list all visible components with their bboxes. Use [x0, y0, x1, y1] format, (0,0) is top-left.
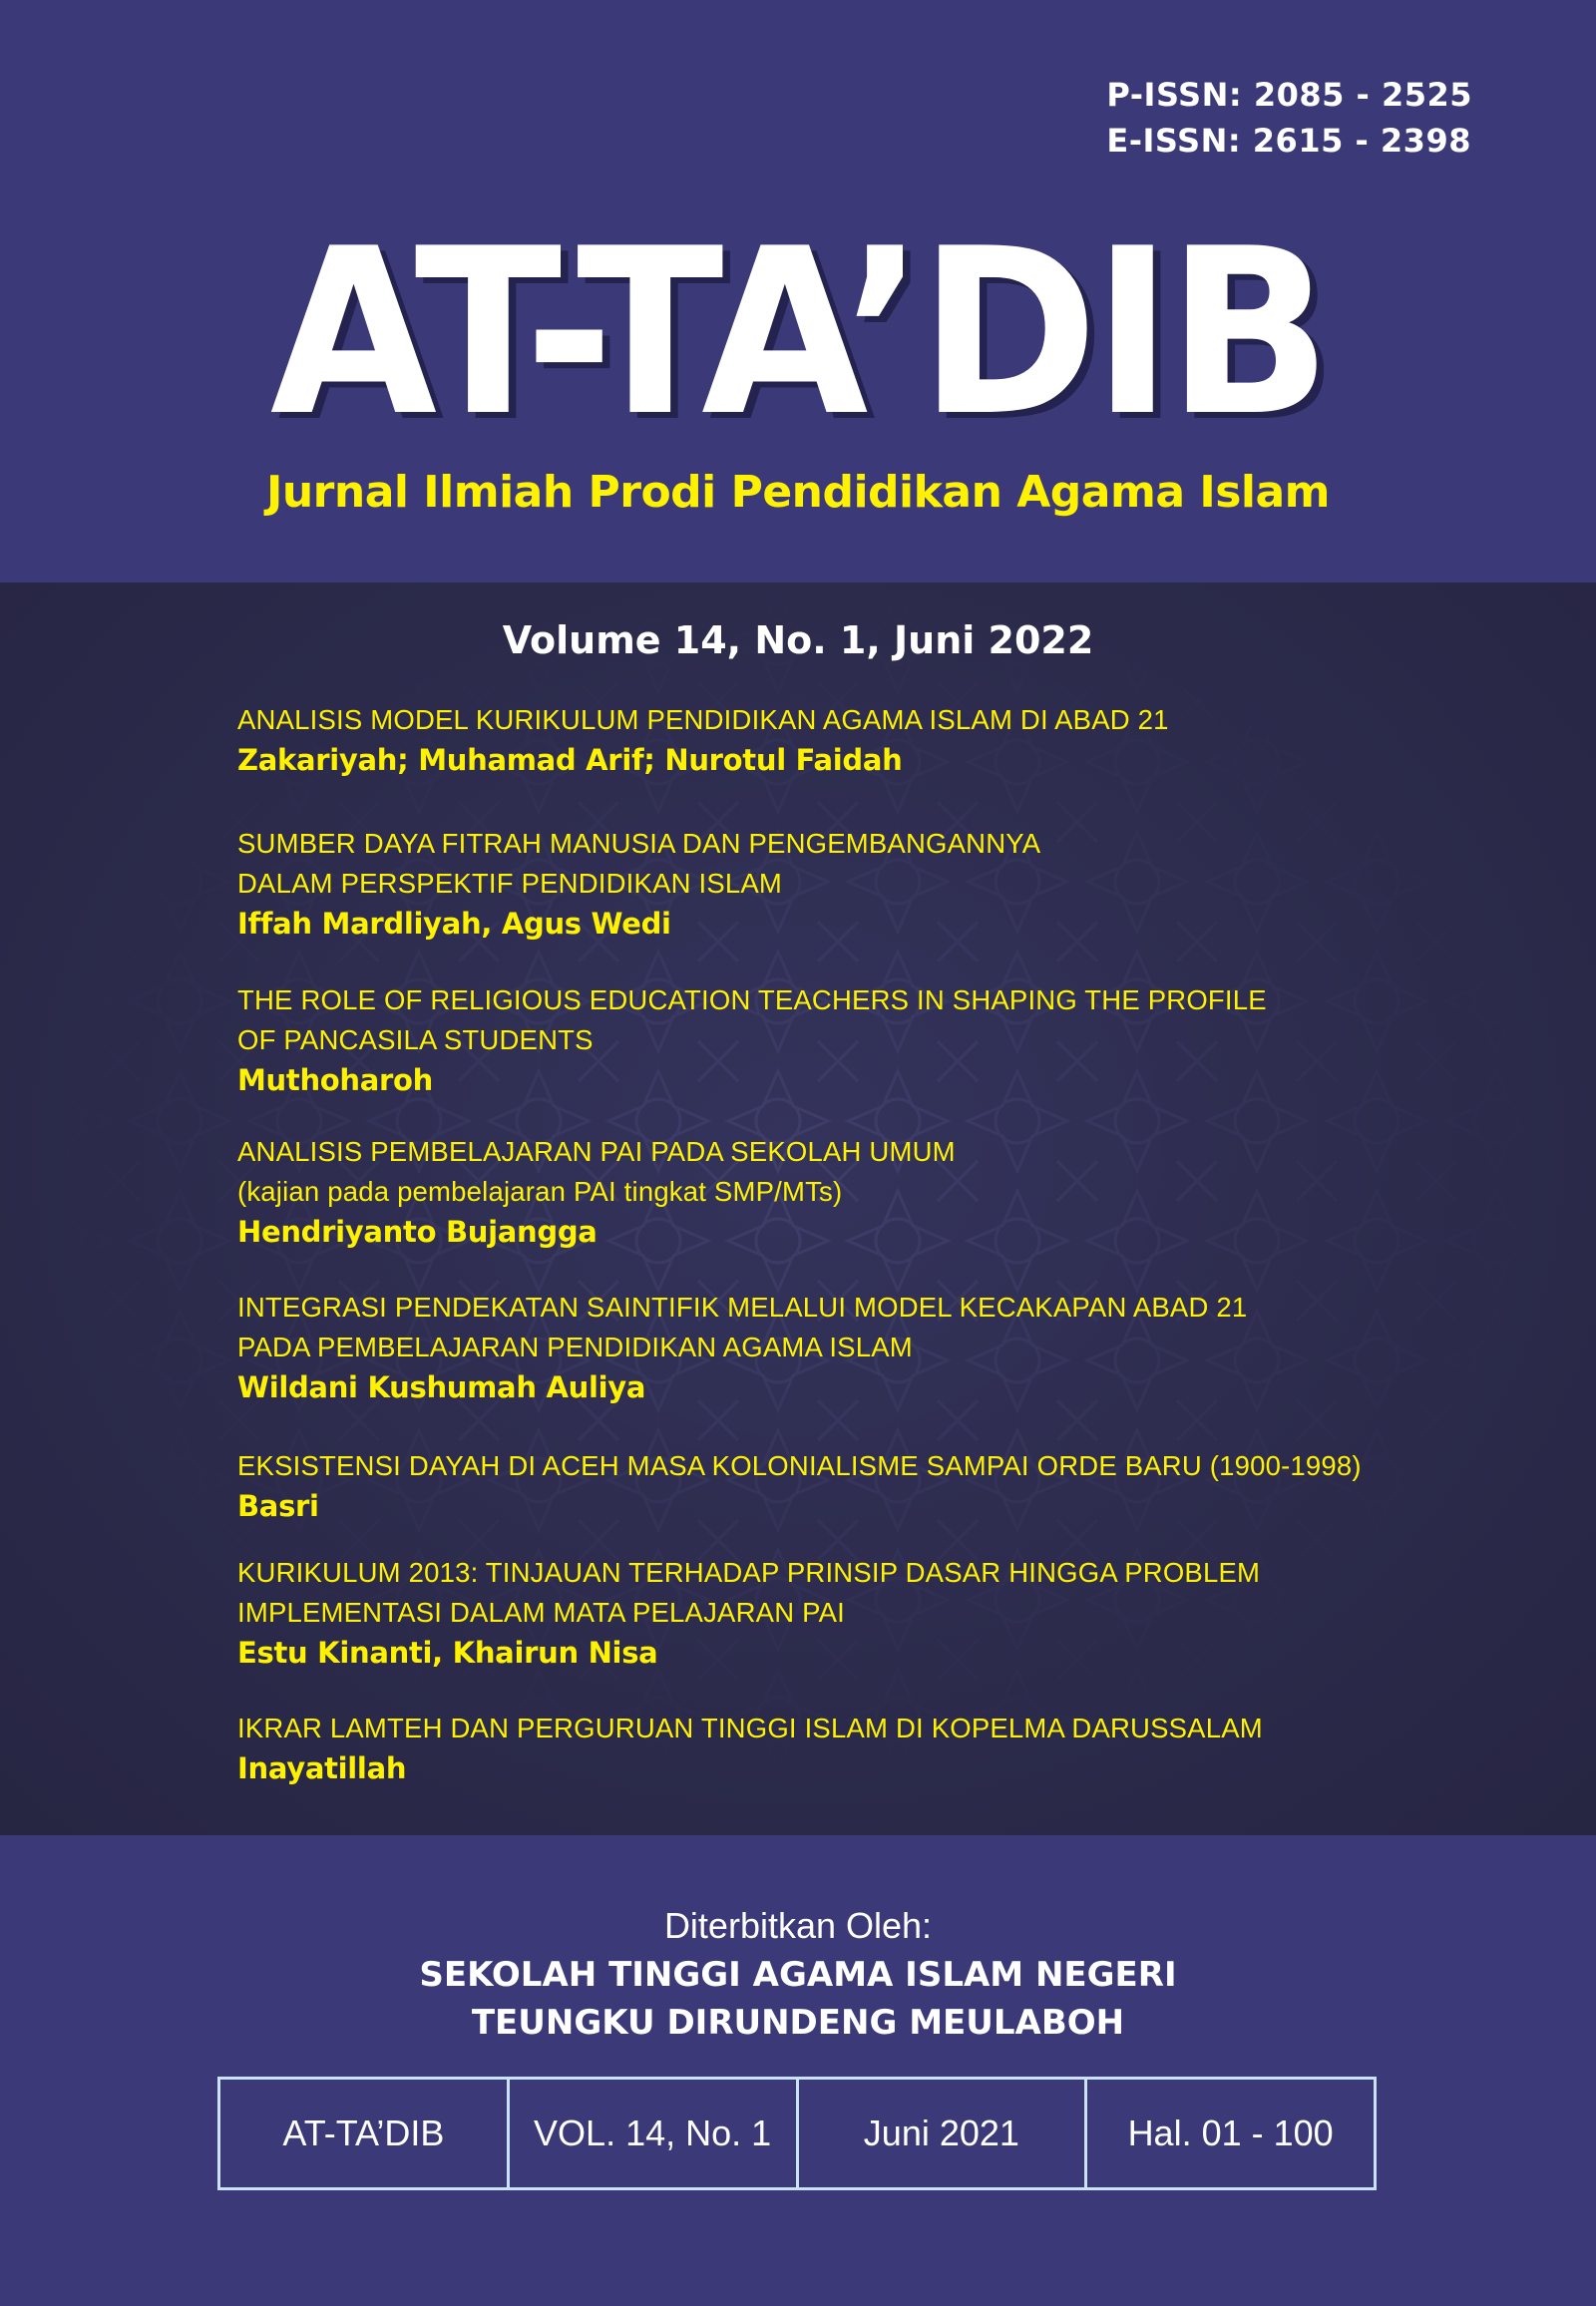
article-authors: Zakariyah; Muhamad Arif; Nurotul Faidah: [237, 743, 903, 777]
contents-panel: [0, 582, 1596, 1835]
info-journal: AT-TA’DIB: [220, 2080, 510, 2187]
article-title: IKRAR LAMTEH DAN PERGURUAN TINGGI ISLAM DI KOPELMA DARUSSALAM: [237, 1713, 1263, 1743]
info-volume: VOL. 14, No. 1: [510, 2080, 799, 2187]
article-authors: Estu Kinanti, Khairun Nisa: [237, 1636, 658, 1670]
cover-footer: [0, 1835, 1596, 2306]
article-4: [237, 1132, 956, 1252]
e-issn: E-ISSN: 2615 - 2398: [1106, 122, 1471, 160]
article-8: [237, 1709, 1263, 1788]
article-authors: Iffah Mardliyah, Agus Wedi: [237, 907, 671, 941]
article-title: KURIKULUM 2013: TINJAUAN TERHADAP PRINSIP DASAR HINGGA PROBLEM: [237, 1557, 1261, 1588]
article-authors: Muthoharoh: [237, 1063, 434, 1097]
article-3: [237, 980, 1267, 1100]
issue-volume: Volume 14, No. 1, Juni 2022: [502, 618, 1094, 662]
issue-info-box: [217, 2077, 1377, 2190]
info-pages: Hal. 01 - 100: [1127, 2113, 1334, 2153]
journal-title: AT-TA’DIB: [269, 200, 1327, 467]
article-title: PADA PEMBELAJARAN PENDIDIKAN AGAMA ISLAM: [237, 1332, 913, 1362]
article-title: ANALISIS MODEL KURIKULUM PENDIDIKAN AGAMA ISLAM DI ABAD 21: [237, 704, 1169, 735]
publisher-name: [0, 1951, 1596, 2047]
article-title: SUMBER DAYA FITRAH MANUSIA DAN PENGEMBANGANNYA: [237, 828, 1041, 859]
issn-block: [1106, 72, 1472, 164]
article-authors: Basri: [237, 1489, 319, 1523]
article-title: DALAM PERSPEKTIF PENDIDIKAN ISLAM: [237, 868, 783, 899]
article-authors: Hendriyanto Bujangga: [237, 1215, 598, 1249]
article-authors: Inayatillah: [237, 1751, 407, 1785]
publisher-name-line-1: SEKOLAH TINGGI AGAMA ISLAM NEGERI: [419, 1955, 1177, 1995]
info-date: Juni 2021: [799, 2080, 1088, 2187]
journal-title-wrap: [0, 200, 1596, 467]
article-7: [237, 1553, 1260, 1673]
article-title: EKSISTENSI DAYAH DI ACEH MASA KOLONIALISME SAMPAI ORDE BARU (1900-1998): [237, 1450, 1362, 1481]
article-title: (kajian pada pembelajaran PAI tingkat SMP/MTs): [237, 1176, 843, 1207]
article-1: [237, 700, 1169, 780]
article-title: THE ROLE OF RELIGIOUS EDUCATION TEACHERS IN SHAPING THE PROFILE: [237, 984, 1267, 1015]
article-title: ANALISIS PEMBELAJARAN PAI PADA SEKOLAH UMUM: [237, 1136, 956, 1167]
article-authors: Wildani Kushumah Auliya: [237, 1370, 646, 1404]
journal-subtitle: Jurnal Ilmiah Prodi Pendidikan Agama Islam: [265, 467, 1331, 518]
publisher-name-line-2: TEUNGKU DIRUNDENG MEULABOH: [471, 2003, 1125, 2043]
cover-header: [0, 0, 1596, 582]
publisher-label: Diterbitkan Oleh:: [663, 1905, 933, 1946]
p-issn: P-ISSN: 2085 - 2525: [1106, 76, 1472, 114]
article-title: IMPLEMENTASI DALAM MATA PELAJARAN PAI: [237, 1597, 845, 1628]
article-5: [237, 1288, 1247, 1407]
article-title: INTEGRASI PENDEKATAN SAINTIFIK MELALUI MODEL KECAKAPAN ABAD 21: [237, 1292, 1248, 1323]
article-2: [237, 824, 1040, 944]
article-title: OF PANCASILA STUDENTS: [237, 1024, 594, 1055]
article-6: [237, 1446, 1362, 1526]
